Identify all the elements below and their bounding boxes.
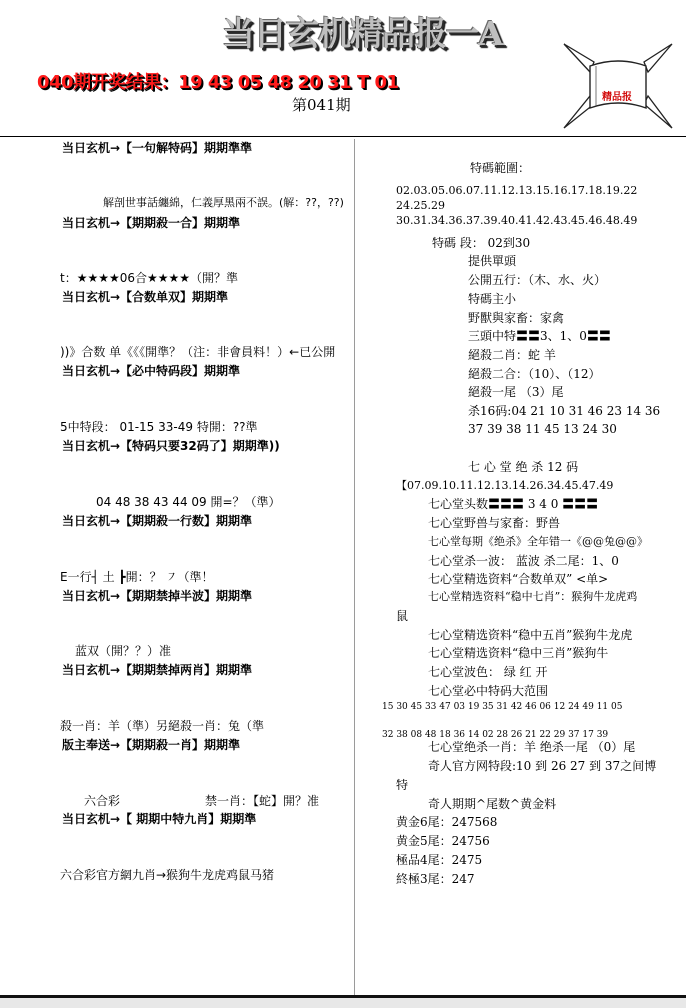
draw-result: 040期开奖结果：19 43 05 48 20 31 T 01 (37, 72, 399, 93)
right-line: 37 39 38 11 45 13 24 30 (468, 422, 617, 436)
right-line: 極品4尾：2475 (396, 853, 483, 867)
column-divider (354, 139, 355, 999)
left-line: 当日玄机→【一句解特码】期期準準 (62, 141, 253, 155)
left-line: ))》合数 单《《《開準？（注：非會員料！）←已公開 (60, 345, 336, 359)
right-line: 絕殺一尾 （3）尾 (468, 385, 564, 399)
right-line: 絕殺二肖：蛇 羊 (468, 348, 556, 362)
issue-number: 第041期 (292, 96, 351, 114)
left-line: 当日玄机→【期期殺一行数】期期準 (62, 514, 253, 528)
right-line: 奇人期期^尾数^黄金料 (428, 797, 557, 811)
left-line: 04 48 38 43 44 09 開=？（準） (96, 495, 281, 509)
left-line: 5中特段： 01-15 33-49 特開：??準 (60, 420, 258, 434)
left-line: 当日玄机→【期期殺一合】期期準 (62, 216, 241, 230)
badge-logo (560, 42, 676, 130)
right-line: 鼠 (396, 609, 409, 623)
header-rule (0, 136, 686, 137)
right-line: 杀16码:04 21 10 31 46 23 14 36 (468, 404, 661, 418)
left-line: 六合彩 (84, 794, 121, 808)
right-line: 30.31.34.36.37.39.40.41.42.43.45.46.48.49 (396, 214, 638, 227)
right-line: 特碼範圍： (470, 161, 531, 175)
right-line: 32 38 08 48 18 36 14 02 28 26 21 22 29 37 17 39 (382, 730, 609, 740)
right-line: 特碼主小 (468, 292, 517, 306)
left-line: 当日玄机→【合数单双】期期準 (62, 290, 229, 304)
left-line: 蓝双（開？？）准 (75, 644, 172, 658)
left-line: 当日玄机→【期期禁掉半波】期期準 (62, 589, 253, 603)
left-line: 当日玄机→【特码只要32码了】期期準)) (62, 439, 280, 453)
right-line: 野獸與家畜：家禽 (468, 311, 565, 325)
right-line: 15 30 45 33 47 03 19 35 31 42 46 06 12 24 49 11 05 (382, 702, 623, 712)
right-line: 七心堂绝杀一肖：羊 绝杀一尾 （0）尾 (428, 740, 636, 754)
right-line: 七心堂每期《绝杀》全年错一《@@兔@@》 (428, 535, 648, 548)
right-line: 特碼 段： 02到30 (432, 236, 531, 250)
left-line: 当日玄机→【期期禁掉两肖】期期準 (62, 663, 253, 677)
left-line: 禁一肖：【蛇】開？准 (205, 794, 320, 808)
right-line: 提供單頭 (468, 254, 517, 268)
footer-shade (0, 998, 686, 1008)
right-line: 02.03.05.06.07.11.12.13.15.16.17.18.19.22 (396, 184, 638, 197)
right-line: 七 心 堂 绝 杀 12 码 (468, 460, 579, 474)
right-line: 七心堂头数〓〓〓 3 4 0 〓〓〓 (428, 497, 599, 511)
right-line: 黄金6尾：247568 (396, 815, 498, 829)
page-title: 当日玄机精品报一A (222, 14, 503, 53)
right-line: 特 (396, 778, 409, 792)
badge-label: 精品报 (602, 92, 632, 103)
right-line: 奇人官方网特段:10 到 26 27 到 37之间博 (428, 759, 657, 773)
right-line: 七心堂精选资料“稳中三肖”猴狗牛 (428, 646, 609, 660)
right-line: 七心堂杀一波： 蓝波 杀二尾：1、0 (428, 554, 619, 568)
right-line: 七心堂精选资料“合数单双” <单> (428, 572, 609, 586)
right-line: 終極3尾：247 (396, 872, 475, 886)
right-line: 七心堂野兽与家畜：野兽 (428, 516, 561, 530)
right-line: 七心堂精选资料“稳中七肖”：猴狗牛龙虎鸡 (428, 590, 638, 603)
right-line: 絕殺二合：（10）、（12） (468, 367, 601, 381)
right-line: 七心堂精选资料“稳中五肖”猴狗牛龙虎 (428, 628, 633, 642)
left-line: 当日玄机→【必中特码段】期期準 (62, 364, 241, 378)
left-line: t：★★★★06合★★★★（開？準 (60, 271, 239, 285)
left-line: 六合彩官方網九肖→猴狗牛龙虎鸡鼠马猪 (60, 868, 275, 882)
right-line: 24.25.29 (396, 199, 445, 212)
right-line: 七心堂必中特码大范围 (428, 684, 549, 698)
left-line: 版主奉送→【期期殺一肖】期期準 (62, 738, 241, 752)
right-line: 黄金5尾：24756 (396, 834, 490, 848)
right-line: 七心堂波色： 绿 红 开 (428, 665, 548, 679)
right-line: 公開五行：（木、水、火） (468, 273, 607, 287)
left-line: 殺一肖：羊（準）另絕殺一肖：兔（準 (60, 719, 265, 733)
left-line: E一行┤ 土 ┣開：？ ㇇（準！ (60, 570, 214, 584)
left-line: 当日玄机→【 期期中特九肖】期期準 (62, 812, 257, 826)
right-line: 三頭中特〓〓3、1、0〓〓 (468, 329, 611, 343)
right-line: 【07.09.10.11.12.13.14.26.34.45.47.49 (396, 479, 614, 492)
left-line: 解剖世事話纏綿，仁義厚黑兩不誤。(解：??，??) (103, 196, 344, 209)
